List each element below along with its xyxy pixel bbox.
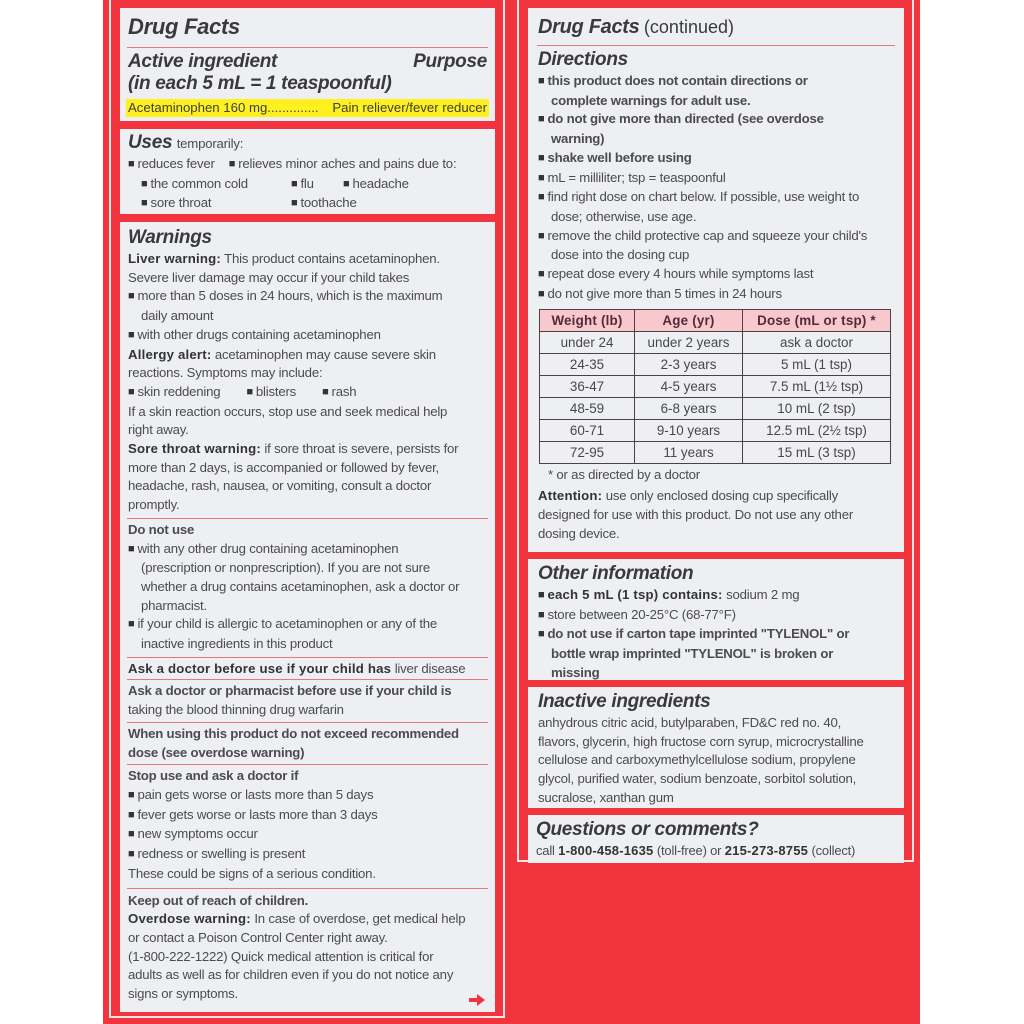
stop-use-item: ■ redness or swelling is present <box>128 845 487 865</box>
storage-text: ■ store between 20-25°C (68-77°F) <box>538 606 894 626</box>
allergy-item: ■ skin reddening <box>128 383 220 403</box>
ask-pharmacist-text: taking the blood thinning drug warfarin <box>128 702 344 718</box>
questions-heading: Questions or comments? <box>536 819 759 840</box>
overdose-text: or contact a Poison Control Center right away. <box>128 929 388 945</box>
collect-phone-link[interactable]: 215-273-8755 <box>724 843 809 858</box>
when-using-text: dose (see overdose warning) <box>128 744 305 760</box>
do-not-use-item-cont: pharmacist. <box>141 597 207 613</box>
age-cell: 6-8 years <box>635 398 743 420</box>
directions-item: ■ do not give more than directed (see overdose <box>538 110 894 130</box>
directions-item: ■ do not give more than 5 times in 24 hours <box>538 285 894 305</box>
warnings-heading: Warnings <box>128 227 212 248</box>
allergy-item: ■ rash <box>322 383 356 403</box>
when-using-text: When using this product do not exceed recommended <box>128 725 459 741</box>
table-row <box>540 332 891 354</box>
column-header-weight: Weight (lb) <box>540 310 635 332</box>
allergy-text: acetaminophen may cause severe skin <box>214 346 436 362</box>
dose-cell: 7.5 mL (1½ tsp) <box>743 376 891 398</box>
uses-heading: Uses <box>128 132 173 153</box>
directions-item: ■ mL = milliliter; tsp = teaspoonful <box>538 169 894 189</box>
keep-out-of-reach: Keep out of reach of children. <box>128 892 309 908</box>
directions-item-cont: dose; otherwise, use age. <box>551 208 697 224</box>
toll-free-phone-link[interactable]: 1-800-458-1635 <box>558 843 654 858</box>
do-not-use-item-cont: whether a drug contains acetaminophen, ask a doctor or <box>141 578 460 594</box>
stop-use-item: ■ pain gets worse or lasts more than 5 days <box>128 786 487 806</box>
liver-item: ■ more than 5 doses in 24 hours, which is the maximum <box>128 287 487 307</box>
divider <box>127 764 488 765</box>
directions-item: ■ shake well before using <box>538 149 894 169</box>
call-label: call <box>536 843 555 858</box>
tamper-warning-cont: missing <box>551 664 600 680</box>
dose-cell: 15 mL (3 tsp) <box>743 442 891 464</box>
weight-cell: 48-59 <box>540 398 635 420</box>
dose-cell: 10 mL (2 tsp) <box>743 398 891 420</box>
do-not-use-item-cont: (prescription or nonprescription). If you are not sure <box>141 560 430 576</box>
sore-throat-text: promptly. <box>128 497 180 513</box>
divider <box>127 888 488 889</box>
uses-sub-item: ■ toothache <box>291 194 463 214</box>
age-cell: 2-3 years <box>635 354 743 376</box>
directions-item-cont: warning) <box>551 131 605 147</box>
directions-item: ■ repeat dose every 4 hours while symptoms last <box>538 265 894 285</box>
active-ingredient-sub: (in each 5 mL = 1 teaspoonful) <box>128 73 392 94</box>
liver-item-cont: daily amount <box>141 308 214 324</box>
allergy-after: If a skin reaction occurs, stop use and seek medical help <box>128 403 448 419</box>
attention-label: Attention: <box>538 488 603 504</box>
uses-sub-item: ■ sore throat <box>141 194 291 214</box>
directions-box <box>528 8 904 552</box>
warnings-box <box>120 222 495 1012</box>
age-cell: 9-10 years <box>635 420 743 442</box>
directions-heading: Directions <box>538 49 628 70</box>
questions-box <box>528 815 904 863</box>
dosing-table <box>539 309 891 464</box>
divider <box>127 722 488 723</box>
dosing-table-header <box>540 310 891 332</box>
uses-item: ■ reduces fever <box>128 155 215 175</box>
ask-doctor-label: Ask a doctor before use if your child has <box>128 660 392 676</box>
weight-cell: 60-71 <box>540 420 635 442</box>
drug-facts-continued-title: Drug Facts <box>538 16 640 38</box>
overdose-text: In case of overdose, get medical help <box>254 911 466 927</box>
toll-free-label: (toll-free) or <box>656 843 722 858</box>
divider <box>127 47 488 48</box>
allergy-text: reactions. Symptoms may include: <box>128 365 323 381</box>
inactive-ingredients-text: anhydrous citric acid, butylparaben, FD&C red no. 40, <box>538 715 842 730</box>
stop-use-heading: Stop use and ask a doctor if <box>128 768 299 784</box>
inactive-ingredients-box <box>528 687 904 808</box>
weight-cell: 36-47 <box>540 376 635 398</box>
do-not-use-item: ■ with any other drug containing acetaminophen <box>128 540 487 560</box>
age-cell: 4-5 years <box>635 376 743 398</box>
liver-warning-text: Severe liver damage may occur if your child takes <box>128 269 410 285</box>
liver-warning-text: This product contains acetaminophen. <box>224 251 440 266</box>
uses-sub-item: ■ the common cold <box>141 175 291 195</box>
dose-cell: 5 mL (1 tsp) <box>743 354 891 376</box>
directions-item-cont: complete warnings for adult use. <box>551 92 751 108</box>
inactive-ingredients-text: glycol, purified water, sodium benzoate, sorbitol solution, <box>538 771 857 787</box>
liver-item: ■ with other drugs containing acetaminophen <box>128 326 487 346</box>
directions-item: ■ this product does not contain directions or <box>538 72 894 92</box>
dose-cell: 12.5 mL (2½ tsp) <box>743 420 891 442</box>
overdose-text: signs or symptoms. <box>128 986 238 1002</box>
column-header-dose: Dose (mL or tsp) * <box>743 310 891 332</box>
continue-arrow-icon <box>469 994 485 1006</box>
attention-text: designed for use with this product. Do not use any other <box>538 506 854 522</box>
sore-throat-text: more than 2 days, is accompanied or followed by fever, <box>128 459 439 475</box>
divider <box>537 45 895 46</box>
weight-cell: 72-95 <box>540 442 635 464</box>
drug-facts-title: Drug Facts <box>128 14 240 39</box>
table-row <box>540 442 891 464</box>
inactive-ingredients-heading: Inactive ingredients <box>538 691 711 712</box>
table-row <box>540 376 891 398</box>
sodium-text: sodium 2 mg <box>726 587 800 602</box>
allergy-item: ■ blisters <box>246 383 296 403</box>
attention-text: dosing device. <box>538 525 620 541</box>
do-not-use-item-cont: inactive ingredients in this product <box>141 636 333 652</box>
sore-throat-text: if sore throat is severe, persists for <box>264 441 459 457</box>
allergy-after: right away. <box>128 422 189 438</box>
divider <box>127 679 488 680</box>
purpose-heading: Purpose <box>413 51 487 72</box>
uses-lead: temporarily: <box>176 136 244 151</box>
uses-box <box>120 129 495 214</box>
drug-facts-box <box>120 8 495 121</box>
stop-use-item: ■ new symptoms occur <box>128 825 487 845</box>
age-cell: 11 years <box>635 442 743 464</box>
overdose-label: Overdose warning: <box>128 911 251 927</box>
tamper-warning: ■ do not use if carton tape imprinted "TYLENOL" or <box>538 625 894 645</box>
age-cell: under 2 years <box>635 332 743 354</box>
ask-doctor-text: liver disease <box>394 660 466 676</box>
uses-item: ■ relieves minor aches and pains due to: <box>229 155 457 175</box>
active-ingredient-heading: Active ingredient <box>128 51 278 72</box>
ingredient-purpose: Pain reliever/fever reducer <box>332 100 487 115</box>
table-footnote: * or as directed by a doctor <box>548 467 700 483</box>
uses-sub-item: ■ headache <box>343 175 463 195</box>
liver-warning-label: Liver warning: <box>128 251 221 266</box>
other-information-heading: Other information <box>538 563 694 584</box>
ask-pharmacist-label: Ask a doctor or pharmacist before use if your child is <box>128 683 452 699</box>
weight-cell: under 24 <box>540 332 635 354</box>
sodium-label: each 5 mL (1 tsp) contains: <box>547 587 723 602</box>
table-row <box>540 420 891 442</box>
tamper-warning-cont: bottle wrap imprinted "TYLENOL" is broken or <box>551 646 834 662</box>
inactive-ingredients-text: cellulose and carboxymethylcellulose sodium, propylene <box>538 752 856 768</box>
active-ingredient-row <box>126 99 489 117</box>
stop-use-item: ■ fever gets worse or lasts more than 3 days <box>128 806 487 826</box>
divider <box>127 518 488 519</box>
overdose-text: adults as well as for children even if you do not notice any <box>128 967 454 983</box>
table-row <box>540 354 891 376</box>
allergy-alert-label: Allergy alert: <box>128 346 212 362</box>
attention-text: use only enclosed dosing cup specifically <box>605 488 838 504</box>
sore-throat-label: Sore throat warning: <box>128 441 261 457</box>
table-row <box>540 398 891 420</box>
other-information-box <box>528 559 904 680</box>
stop-use-after: These could be signs of a serious condition. <box>128 865 376 881</box>
leader-dots: .............. <box>267 100 319 115</box>
continued-label: (continued) <box>643 17 734 37</box>
collect-label: (collect) <box>811 843 856 858</box>
do-not-use-item: ■ if your child is allergic to acetaminophen or any of the <box>128 615 487 635</box>
inactive-ingredients-text: flavors, glycerin, high fructose corn syrup, microcrystalline <box>538 733 864 749</box>
ingredient-name: Acetaminophen 160 mg <box>128 100 268 115</box>
uses-sub-item: ■ flu <box>291 175 343 195</box>
column-header-age: Age (yr) <box>635 310 743 332</box>
do-not-use-heading: Do not use <box>128 521 195 537</box>
sore-throat-text: headache, rash, nausea, or vomiting, consult a doctor <box>128 478 432 494</box>
directions-item: ■ remove the child protective cap and squeeze your child's <box>538 227 894 247</box>
overdose-text: (1-800-222-1222) Quick medical attention is critical for <box>128 948 434 964</box>
dose-cell: ask a doctor <box>743 332 891 354</box>
divider <box>127 657 488 658</box>
weight-cell: 24-35 <box>540 354 635 376</box>
directions-item: ■ find right dose on chart below. If possible, use weight to <box>538 188 894 208</box>
directions-item-cont: dose into the dosing cup <box>551 247 690 263</box>
inactive-ingredients-text: sucralose, xanthan gum <box>538 789 674 805</box>
